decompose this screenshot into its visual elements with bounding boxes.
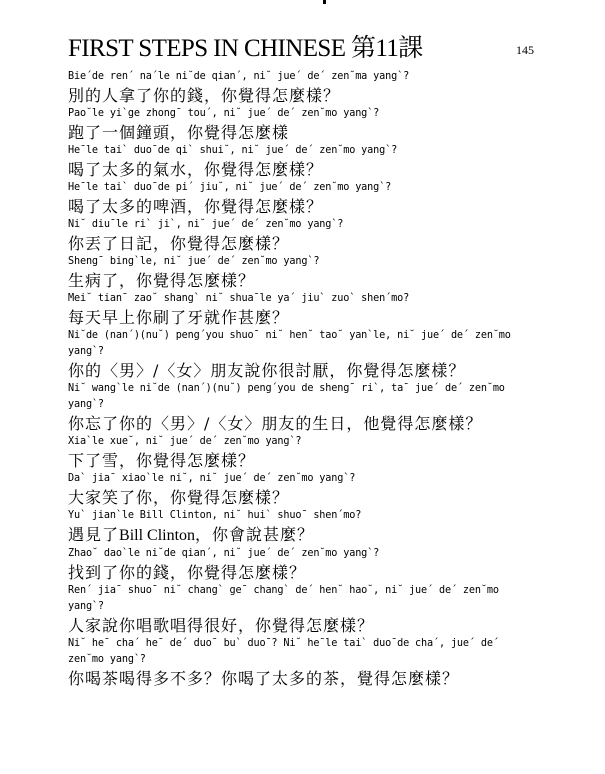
pinyin-line: Zhao˘ dao`le ni˘de qian´, ni˘ jue´ de´ zen˘mo yang`? [68,548,380,559]
pinyin-line: He¯le tai` duo¯de pi´ jiu˘, ni˘ jue´ de´ zen˘mo yang`? [68,182,392,193]
chinese-line: 生病了，你覺得怎麼樣？ [68,271,256,290]
pinyin-line: He¯le tai` duo¯de qi` shui˘, ni˘ jue´ de´ zen˘mo yang`? [68,145,398,156]
pinyin-line: Bie´de ren´ na´le ni˘de qian´, ni˘ jue´ de´ zen˘ma yang`? [68,71,410,82]
pinyin-line: Pao˘le yi`ge zhong¯ tou´, ni˘ jue´ de´ zen˘mo yang`? [68,108,380,119]
chinese-line: 每天早上你刷了牙就作甚麼？ [68,308,290,327]
exercise-item [68,546,538,583]
exercise-item [68,291,538,328]
exercise-item [68,381,538,434]
pinyin-line: Ren´ jia¯ shuo¯ ni˘ chang` ge¯ chang` de´ hen˘ hao˘, ni˘ jue´ de´ zen˘mo yang`? [68,585,505,612]
exercise-list [68,69,538,689]
pinyin-line: Ni˘ wang`le ni˘de (nan´)(nu˘) peng´you de sheng¯ ri`, ta¯ jue´ de´ zen˘mo yang`? [68,383,511,410]
exercise-item [68,636,538,689]
exercise-item [68,180,538,217]
chinese-line: 下了雪，你覺得怎麼樣？ [68,451,256,470]
pinyin-line: Yu` jian`le Bill Clinton, ni˘ hui` shuo¯ shen´mo? [68,510,362,521]
pinyin-line: Sheng¯ bing`le, ni˘ jue´ de´ zen˘mo yang`? [68,256,320,267]
chinese-line: 你丟了日記，你覺得怎麼樣？ [68,234,290,253]
chinese-line: 大家笑了你，你覺得怎麼樣？ [68,488,290,507]
chinese-line: 你喝茶喝得多不多？你喝了太多的茶，覺得怎麼樣？ [68,669,460,688]
exercise-item [68,106,538,143]
pinyin-line: Da` jia¯ xiao`le ni˘, ni˘ jue´ de´ zen˘mo yang`? [68,473,356,484]
chinese-line: 你的〈男〉/〈女〉朋友說你很討厭，你覺得怎麼樣？ [68,361,466,380]
exercise-item [68,217,538,254]
chinese-line: 找到了你的錢，你覺得怎麼樣？ [68,563,307,582]
exercise-item [68,328,538,381]
pinyin-line: Ni˘de (nan´)(nu˘) peng´you shuo¯ ni˘ hen˘ tao˘ yan`le, ni˘ jue´ de´ zen˘mo yang`? [68,330,517,357]
exercise-item [68,583,538,636]
chinese-line: 跑了一個鐘頭，你覺得怎麼樣 [68,123,290,142]
pinyin-line: Ni˘ diu¯le ri` ji`, ni˘ jue´ de´ zen˘mo yang`? [68,219,344,230]
exercise-item [68,434,538,471]
chinese-line: 喝了太多的啤酒，你覺得怎麼樣？ [68,197,324,216]
pinyin-line: Mei˘ tian¯ zao˘ shang` ni˘ shua¯le ya´ jiu` zuo` shen´mo? [68,293,410,304]
chinese-line: 人家說你唱歌唱得很好，你覺得怎麼樣？ [68,616,375,635]
chinese-line: 遇見了Bill Clinton，你會說甚麼？ [68,525,315,544]
page-number: 145 [516,43,534,57]
scan-speck [323,0,326,4]
pinyin-line: Ni˘ he¯ cha´ he¯ de´ duo¯ bu` duo¯? Ni˘ he¯le tai` duo¯de cha´, jue´ de´ zen˘mo yang`? [68,638,505,665]
exercise-item [68,471,538,508]
chinese-line: 你忘了你的〈男〉/〈女〉朋友的生日，他覺得怎麼樣？ [68,414,483,433]
page-header-title: FIRST STEPS IN CHINESE 第11課 [68,35,423,62]
exercise-item [68,508,538,546]
exercise-item [68,143,538,180]
pinyin-line: Xia`le xue˘, ni˘ jue´ de´ zen˘mo yang`? [68,436,302,447]
chinese-line: 別的人拿了你的錢，你覺得怎麼樣？ [68,86,341,105]
exercise-item [68,254,538,291]
chinese-line: 喝了太多的氣水，你覺得怎麼樣？ [68,160,324,179]
exercise-item [68,69,538,106]
